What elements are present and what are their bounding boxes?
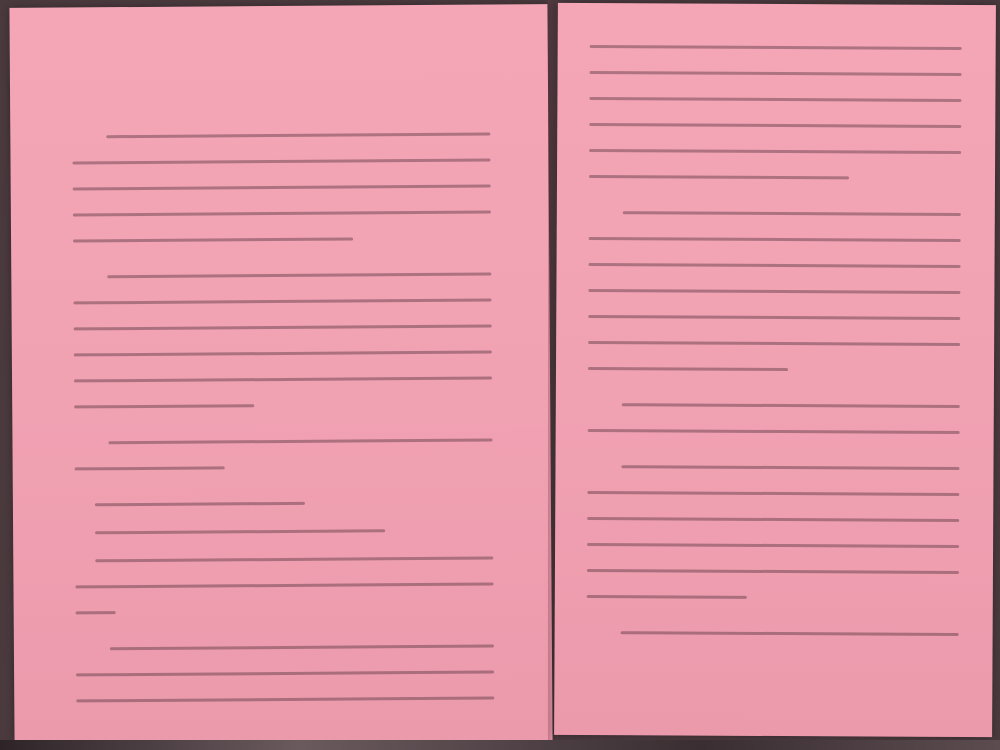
text-line-placeholder <box>74 377 492 383</box>
text-line-placeholder <box>73 237 353 242</box>
text-line-placeholder <box>73 159 491 165</box>
text-line-placeholder <box>587 491 959 496</box>
text-line-placeholder <box>75 466 225 470</box>
text-line-placeholder <box>95 557 493 563</box>
text-line-placeholder <box>76 611 116 614</box>
text-line-placeholder <box>590 71 962 76</box>
text-line-placeholder <box>623 211 961 216</box>
notice-body-right <box>586 33 966 35</box>
desk-edge <box>0 740 1000 750</box>
text-line-placeholder <box>589 175 849 179</box>
text-line-placeholder <box>588 429 960 434</box>
text-line-placeholder <box>589 97 961 102</box>
text-line-placeholder <box>73 211 491 217</box>
text-line-placeholder <box>73 185 491 191</box>
notice-title-line-1 <box>10 34 548 38</box>
text-line-placeholder <box>95 502 305 506</box>
text-line-placeholder <box>621 465 959 470</box>
text-line-placeholder <box>587 595 747 599</box>
text-line-placeholder <box>587 569 959 574</box>
notice-page-left <box>9 4 552 744</box>
text-line-placeholder <box>621 631 959 636</box>
text-line-placeholder <box>587 543 959 548</box>
text-line-placeholder <box>588 289 960 294</box>
placeholder-lines-left <box>9 4 547 8</box>
text-line-placeholder <box>588 341 960 346</box>
text-line-placeholder <box>589 263 961 268</box>
text-line-placeholder <box>108 439 492 445</box>
text-line-placeholder <box>76 671 494 677</box>
text-line-placeholder <box>74 404 254 408</box>
placeholder-lines-right <box>558 3 996 5</box>
notice-page-right <box>554 3 996 737</box>
text-line-placeholder <box>589 237 961 242</box>
text-line-placeholder <box>73 299 491 305</box>
text-line-placeholder <box>106 133 490 139</box>
text-line-placeholder <box>589 123 961 128</box>
text-line-placeholder <box>622 403 960 408</box>
text-line-placeholder <box>110 645 494 651</box>
text-line-placeholder <box>74 351 492 357</box>
text-line-placeholder <box>75 583 493 589</box>
text-line-placeholder <box>95 529 385 534</box>
notice-body-left <box>68 120 498 123</box>
text-line-placeholder <box>74 325 492 331</box>
text-line-placeholder <box>76 697 494 703</box>
text-line-placeholder <box>589 149 961 154</box>
text-line-placeholder <box>107 273 491 279</box>
text-line-placeholder <box>588 315 960 320</box>
text-line-placeholder <box>588 367 788 371</box>
text-line-placeholder <box>587 517 959 522</box>
text-line-placeholder <box>590 45 962 50</box>
notice-title-line-2 <box>10 64 548 68</box>
